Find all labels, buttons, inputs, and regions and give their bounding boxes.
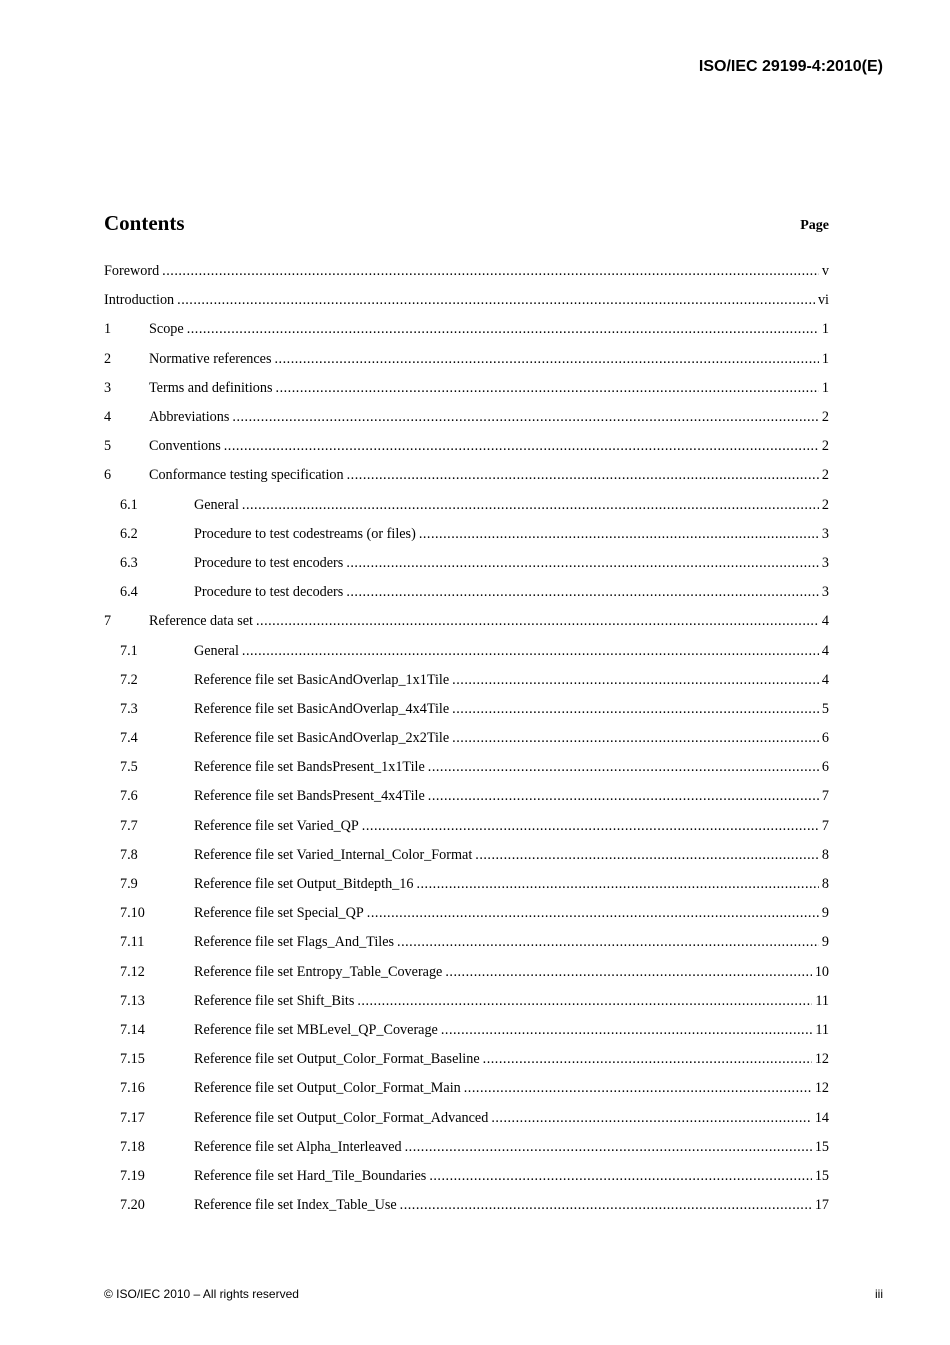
toc-entry-page: 7 [821,817,829,834]
dot-leader [357,993,812,1010]
footer-copyright: © ISO/IEC 2010 – All rights reserved [104,1287,299,1301]
toc-entry-title: Reference file set Output_Bitdepth_16 [194,876,414,893]
dot-leader [483,1051,812,1068]
toc-entry-number: 7.7 [120,817,138,834]
toc-entry-title: Reference file set Entropy_Table_Coverage [194,963,443,980]
toc-entry-number: 7.16 [120,1080,145,1097]
toc-entry-page: 3 [821,525,829,542]
toc-entry-title: Reference file set Varied_QP [194,817,359,834]
toc-entry-page: 1 [821,350,829,367]
toc-entry[interactable] [104,899,829,928]
toc-entry[interactable] [104,987,829,1016]
dot-leader [275,351,819,368]
toc-entry-page: 12 [814,1080,829,1097]
toc-entry[interactable] [104,666,829,695]
toc-entry-number: 7.11 [120,934,145,951]
toc-entry[interactable] [104,1191,829,1220]
toc-entry[interactable] [104,1045,829,1074]
dot-leader [429,1168,811,1185]
toc-entry-title: Reference file set Output_Color_Format_Main [194,1080,461,1097]
dot-leader [452,730,819,747]
toc-entry-page: 2 [821,409,829,426]
toc-entry[interactable] [104,374,829,403]
toc-entry-number: 6.4 [120,584,138,601]
toc-entry[interactable] [104,1162,829,1191]
toc-entry-page: 10 [814,963,829,980]
toc-entry[interactable] [104,870,829,899]
toc-entry-page: 15 [814,1167,829,1184]
toc-entry-title: Reference file set Index_Table_Use [194,1197,397,1214]
toc-entry-title: Introduction [104,292,175,309]
footer-page-number: iii [875,1287,883,1301]
toc-entry-number: 7.18 [120,1138,145,1155]
table-of-contents [104,257,829,1220]
dot-leader [367,905,819,922]
toc-entry-number: 6.2 [120,525,138,542]
toc-entry-page: 1 [821,321,829,338]
toc-entry-page: 17 [814,1197,829,1214]
dot-leader [419,526,819,543]
dot-leader [397,934,819,951]
toc-entry-title: Reference file set Special_QP [194,905,364,922]
toc-entry-number: 6 [104,467,112,484]
toc-entry-number: 7.17 [120,1109,145,1126]
toc-entry-page: 4 [821,671,829,688]
toc-entry-title: Conventions [149,438,221,455]
dot-leader [416,876,818,893]
toc-entry-page: 3 [821,554,829,571]
toc-entry-title: Procedure to test encoders [194,554,344,571]
toc-entry[interactable] [104,520,829,549]
toc-entry[interactable] [104,491,829,520]
dot-leader [347,467,819,484]
toc-entry-number: 2 [104,350,112,367]
toc-entry-title: Procedure to test codestreams (or files) [194,525,416,542]
toc-entry[interactable] [104,724,829,753]
dot-leader [232,409,819,426]
dot-leader [177,292,815,309]
toc-entry-number: 4 [104,409,112,426]
toc-entry[interactable] [104,841,829,870]
toc-entry[interactable] [104,549,829,578]
toc-entry-page: 3 [821,584,829,601]
toc-entry[interactable] [104,461,829,490]
toc-entry[interactable] [104,1103,829,1132]
dot-leader [187,321,819,338]
toc-entry[interactable] [104,1074,829,1103]
page-column-label: Page [800,218,829,233]
toc-entry-page: 12 [814,1051,829,1068]
toc-entry-title: Normative references [149,350,272,367]
toc-entry-title: Reference file set BasicAndOverlap_1x1Tile [194,671,450,688]
toc-entry-number: 7.20 [120,1197,145,1214]
toc-entry-title: Reference file set Output_Color_Format_Advanced [194,1109,489,1126]
toc-entry-page: 4 [821,613,829,630]
contents-heading: Contents [104,211,185,235]
toc-entry[interactable] [104,812,829,841]
dot-leader [256,613,819,630]
toc-entry-page: 11 [815,992,829,1009]
dot-leader [452,672,819,689]
toc-entry-page: 6 [821,730,829,747]
toc-entry-page: 4 [821,642,829,659]
dot-leader [242,643,819,660]
toc-entry[interactable] [104,315,829,344]
toc-entry[interactable] [104,607,829,636]
toc-entry[interactable] [104,432,829,461]
toc-entry-title: Reference file set Varied_Internal_Color_Format [194,846,473,863]
toc-entry-page: 1 [821,379,829,396]
toc-entry[interactable] [104,345,829,374]
toc-entry-title: General [194,496,239,513]
dot-leader [452,701,819,718]
dot-leader [162,263,819,280]
toc-entry-number: 7.14 [120,1021,145,1038]
dot-leader [445,964,811,981]
toc-entry-page: 15 [814,1138,829,1155]
toc-entry-title: Terms and definitions [149,379,273,396]
toc-entry-number: 7.5 [120,759,138,776]
toc-entry-page: 6 [821,759,829,776]
toc-entry-title: Scope [149,321,184,338]
dot-leader [428,759,819,776]
toc-entry-title: Reference data set [149,613,253,630]
toc-entry-title: Reference file set Flags_And_Tiles [194,934,395,951]
toc-entry-title: Reference file set BandsPresent_1x1Tile [194,759,425,776]
toc-entry-number: 7.2 [120,671,138,688]
toc-entry-title: Reference file set Output_Color_Format_Baseline [194,1051,480,1068]
dot-leader [491,1110,812,1127]
toc-entry-number: 7.12 [120,963,145,980]
toc-entry-page: 9 [821,934,829,951]
toc-entry-page: 14 [814,1109,829,1126]
document-standard-id: ISO/IEC 29199-4:2010(E) [698,58,883,75]
toc-entry-number: 5 [104,438,112,455]
toc-entry-number: 7.6 [120,788,138,805]
dot-leader [464,1080,812,1097]
dot-leader [276,380,819,397]
dot-leader [441,1022,812,1039]
toc-entry-title: Reference file set Shift_Bits [194,992,355,1009]
toc-entry-number: 7.4 [120,730,138,747]
toc-entry-number: 7 [104,613,112,630]
toc-entry-page: 8 [821,846,829,863]
toc-entry-number: 7.10 [120,905,145,922]
toc-entry[interactable] [104,1016,829,1045]
toc-entry-title: Procedure to test decoders [194,584,344,601]
toc-entry-title: Reference file set Hard_Tile_Boundaries [194,1167,427,1184]
toc-entry[interactable] [104,286,829,315]
toc-entry-page: 2 [821,438,829,455]
toc-entry[interactable] [104,257,829,286]
toc-entry-number: 7.19 [120,1167,145,1184]
dot-leader [346,555,819,572]
toc-entry-page: vi [817,292,829,309]
toc-entry-title: Reference file set BasicAndOverlap_4x4Tile [194,700,450,717]
toc-entry-page: 8 [821,876,829,893]
toc-entry-title: Reference file set MBLevel_QP_Coverage [194,1021,438,1038]
dot-leader [242,497,819,514]
toc-entry[interactable] [104,928,829,957]
toc-entry-number: 7.15 [120,1051,145,1068]
dot-leader [428,788,819,805]
toc-entry-page: 7 [821,788,829,805]
toc-entry-number: 7.1 [120,642,138,659]
toc-entry-page: 9 [821,905,829,922]
toc-entry-number: 7.9 [120,876,138,893]
toc-entry-number: 6.1 [120,496,138,513]
toc-entry-page: 2 [821,496,829,513]
toc-entry-title: Reference file set Alpha_Interleaved [194,1138,402,1155]
toc-entry-title: Reference file set BandsPresent_4x4Tile [194,788,425,805]
dot-leader [475,847,819,864]
toc-entry[interactable] [104,403,829,432]
toc-entry-page: 11 [815,1021,829,1038]
toc-entry[interactable] [104,958,829,987]
toc-entry[interactable] [104,695,829,724]
toc-entry-page: 2 [821,467,829,484]
toc-entry-number: 7.3 [120,700,138,717]
toc-entry[interactable] [104,782,829,811]
toc-entry-title: Conformance testing specification [149,467,344,484]
dot-leader [400,1197,812,1214]
dot-leader [346,584,819,601]
toc-entry-number: 7.13 [120,992,145,1009]
toc-entry-number: 6.3 [120,554,138,571]
toc-entry-title: Abbreviations [149,409,230,426]
toc-entry-number: 7.8 [120,846,138,863]
dot-leader [362,818,819,835]
toc-entry-page: 5 [821,700,829,717]
toc-entry-page: v [821,263,829,280]
toc-entry[interactable] [104,753,829,782]
toc-entry-title: General [194,642,239,659]
toc-entry[interactable] [104,578,829,607]
dot-leader [224,438,819,455]
toc-entry-number: 1 [104,321,112,338]
toc-entry-title: Reference file set BasicAndOverlap_2x2Tile [194,730,450,747]
toc-entry[interactable] [104,1133,829,1162]
toc-entry-title: Foreword [104,263,160,280]
dot-leader [405,1139,812,1156]
toc-entry[interactable] [104,636,829,665]
toc-entry-number: 3 [104,379,112,396]
